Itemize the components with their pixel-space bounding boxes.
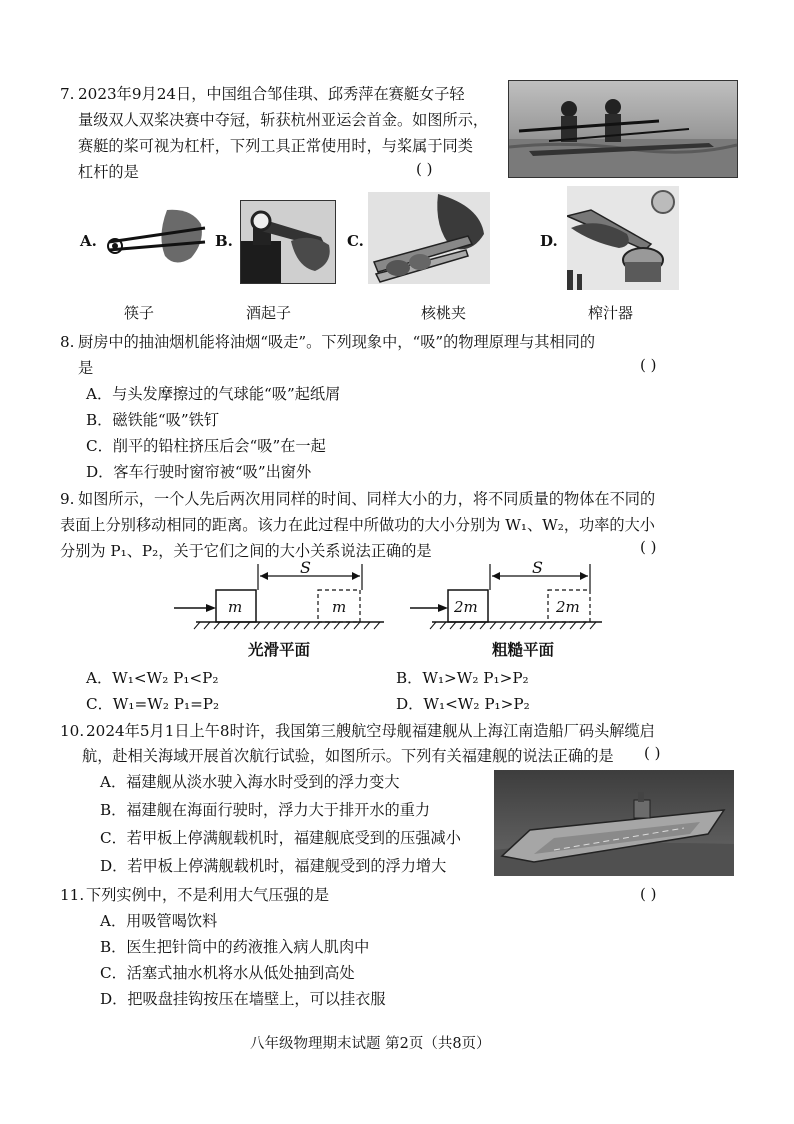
q9-diagram-smooth bbox=[170, 560, 390, 660]
q9-left-mass-label: m bbox=[228, 598, 243, 616]
q9-option-c: C．W₁=W₂ P₁=P₂ bbox=[86, 695, 220, 713]
q11-answer-paren: ( ) bbox=[640, 885, 657, 903]
q8-option-a: A．与头发摩擦过的气球能“吸”起纸屑 bbox=[86, 385, 341, 403]
q7-number: 7. bbox=[60, 85, 75, 103]
q11-option-d: D．把吸盘挂钩按压在墙壁上，可以挂衣服 bbox=[100, 990, 386, 1008]
q8-line-2: 是 bbox=[78, 359, 94, 377]
q9-option-b: B．W₁>W₂ P₁>P₂ bbox=[396, 669, 529, 687]
q9-right-mass-moved-label: 2m bbox=[556, 598, 580, 616]
q7-option-a-label: A. bbox=[80, 232, 97, 250]
q11-line-1: 下列实例中，不是利用大气压强的是 bbox=[86, 886, 329, 904]
q9-option-d: D．W₁<W₂ P₁>P₂ bbox=[396, 695, 530, 713]
rowing-photo bbox=[508, 80, 738, 178]
q11-option-b: B．医生把针筒中的药液推入病人肌肉中 bbox=[100, 938, 370, 956]
q7-caption-a: 筷子 bbox=[124, 304, 155, 322]
q7-option-b-label: B. bbox=[215, 232, 233, 250]
juicer-image bbox=[567, 186, 679, 290]
q7-answer-paren: ( ) bbox=[416, 160, 433, 178]
nutcracker-image bbox=[368, 192, 490, 284]
q7-option-d-label: D. bbox=[540, 232, 558, 250]
q8-line-1: 厨房中的抽油烟机能将油烟“吸走”。下列现象中，“吸”的物理原理与其相同的 bbox=[78, 333, 596, 351]
q9-right-distance-label: S bbox=[532, 558, 543, 577]
q7-line-2: 量级双人双桨决赛中夺冠，斩获杭州亚运会首金。如图所示， bbox=[78, 111, 489, 129]
aircraft-carrier-photo bbox=[494, 770, 734, 876]
q9-smooth-surface-label: 光滑平面 bbox=[248, 640, 311, 659]
q10-option-c: C．若甲板上停满舰载机时，福建舰底受到的压强减小 bbox=[100, 829, 461, 847]
q8-option-d: D．客车行驶时窗帘被“吸”出窗外 bbox=[86, 463, 312, 481]
q7-line-1: 2023年9月24日，中国组合邹佳琪、邱秀萍在赛艇女子轻 bbox=[78, 85, 465, 103]
q9-line-1: 如图所示，一个人先后两次用同样的时间、同样大小的力，将不同质量的物体在不同的 bbox=[78, 490, 656, 508]
q9-line-2: 表面上分别移动相同的距离。该力在此过程中所做功的大小分别为 W₁、W₂，功率的大小 bbox=[60, 516, 655, 534]
q9-left-mass-moved-label: m bbox=[332, 598, 347, 616]
q11-option-a: A．用吸管喝饮料 bbox=[100, 912, 218, 930]
page-footer: 八年级物理期末试题 第2页（共8页） bbox=[250, 1036, 491, 1052]
q9-rough-surface-label: 粗糙平面 bbox=[492, 640, 555, 659]
q10-answer-paren: ( ) bbox=[644, 744, 661, 762]
q7-caption-d: 榨汁器 bbox=[588, 304, 634, 322]
q9-option-a: A．W₁<W₂ P₁<P₂ bbox=[86, 669, 219, 687]
bottle-opener-image bbox=[240, 200, 336, 284]
q10-option-a: A．福建舰从淡水驶入海水时受到的浮力变大 bbox=[100, 773, 400, 791]
chopsticks-image bbox=[105, 206, 209, 270]
q8-number: 8. bbox=[60, 333, 75, 351]
q9-answer-paren: ( ) bbox=[640, 538, 657, 556]
q9-number: 9. bbox=[60, 490, 75, 508]
q8-answer-paren: ( ) bbox=[640, 356, 657, 374]
q9-line-3: 分别为 P₁、P₂，关于它们之间的大小关系说法正确的是 bbox=[60, 542, 432, 560]
q9-right-mass-label: 2m bbox=[454, 598, 478, 616]
q7-caption-c: 核桃夹 bbox=[421, 304, 467, 322]
q11-number: 11. bbox=[60, 886, 85, 904]
q10-option-d: D．若甲板上停满舰载机时，福建舰受到的浮力增大 bbox=[100, 857, 447, 875]
q8-option-c: C．削平的铅柱挤压后会“吸”在一起 bbox=[86, 437, 326, 455]
q9-left-distance-label: S bbox=[300, 558, 311, 577]
q10-number: 10. bbox=[60, 722, 85, 740]
q10-option-b: B．福建舰在海面行驶时，浮力大于排开水的重力 bbox=[100, 801, 431, 819]
q7-line-3: 赛艇的桨可视为杠杆，下列工具正常使用时，与桨属于同类 bbox=[78, 137, 473, 155]
q8-option-b: B．磁铁能“吸”铁钉 bbox=[86, 411, 220, 429]
q10-line-1: 2024年5月1日上午8时许，我国第三艘航空母舰福建舰从上海江南造船厂码头解缆启 bbox=[86, 722, 655, 740]
q9-diagram-rough bbox=[406, 560, 606, 660]
q7-option-c-label: C. bbox=[347, 232, 364, 250]
q7-caption-b: 酒起子 bbox=[246, 304, 292, 322]
q7-line-4: 杠杆的是 bbox=[78, 163, 139, 181]
q11-option-c: C．活塞式抽水机将水从低处抽到高处 bbox=[100, 964, 355, 982]
q10-line-2: 航，赴相关海域开展首次航行试验，如图所示。下列有关福建舰的说法正确的是 bbox=[82, 747, 614, 765]
